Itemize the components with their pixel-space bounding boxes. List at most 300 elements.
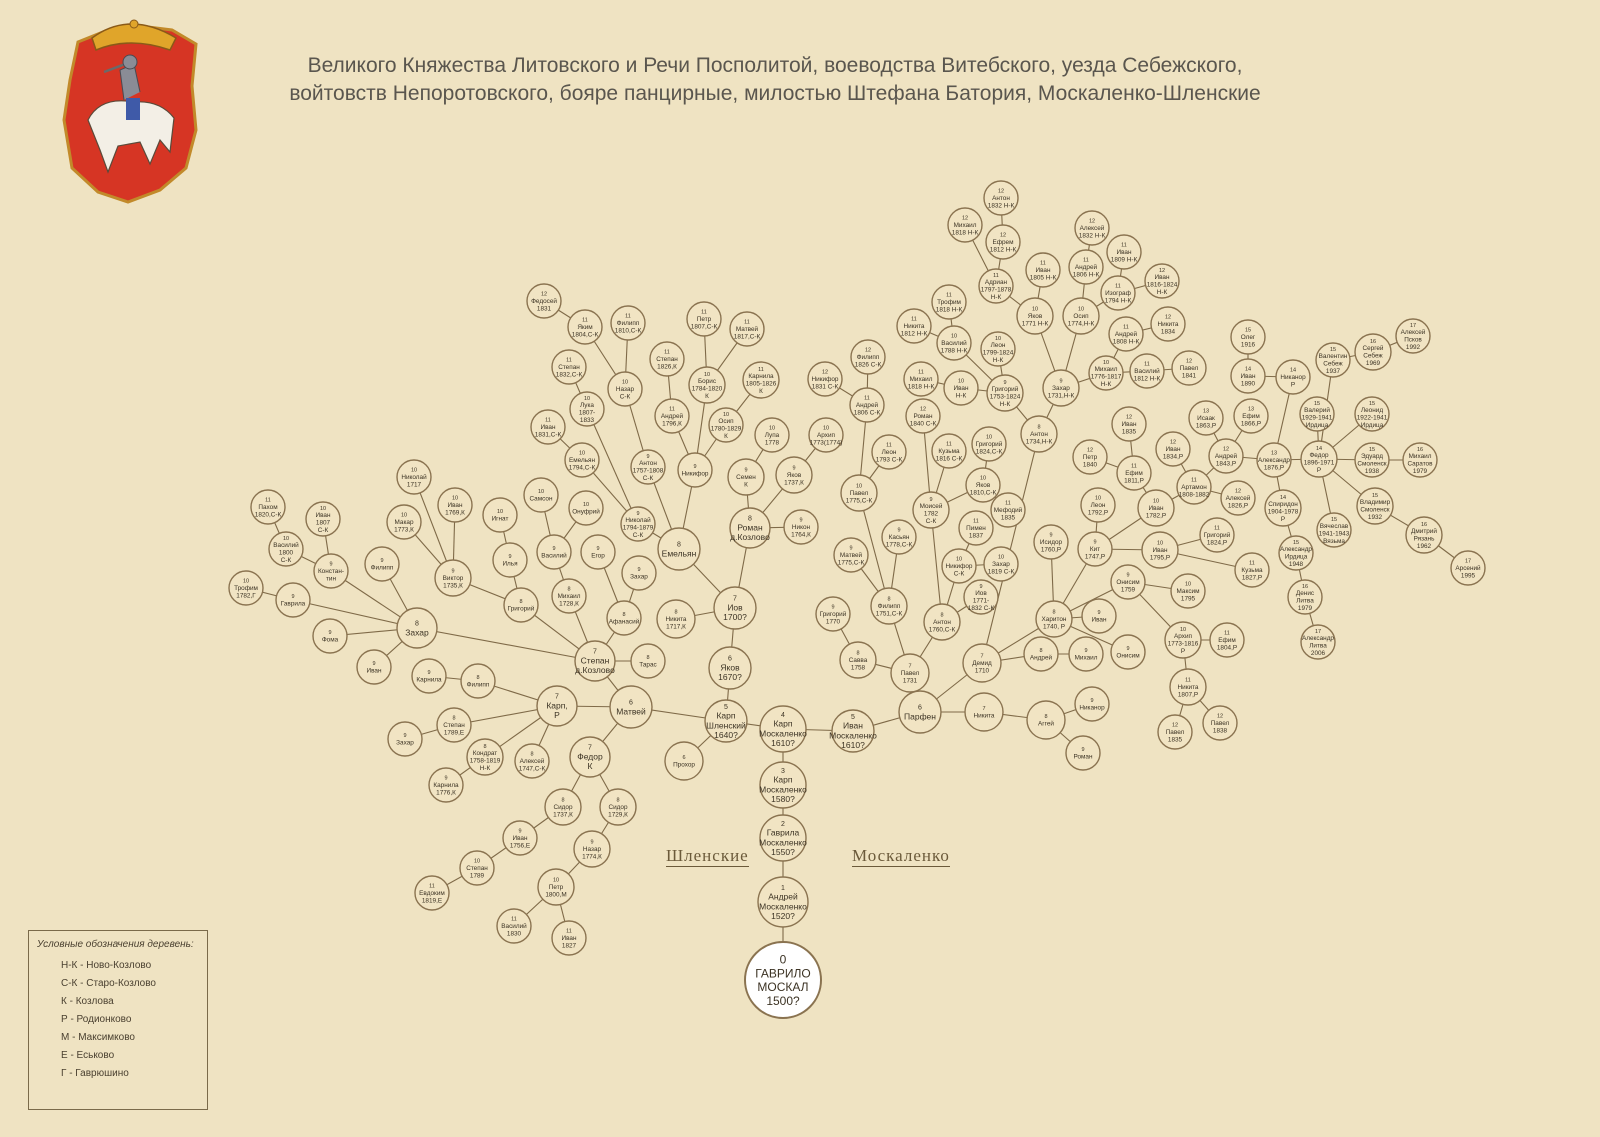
person-label: 1717 [406, 481, 422, 489]
person-label: 1778 [764, 439, 780, 447]
person-node [412, 659, 446, 693]
generation-number: 8 [452, 715, 456, 722]
person-node [1069, 250, 1103, 284]
title-line-2: войтовств Непоротовского, бояре панцирные, милостью Штефана Батория, Москаленко-Шленские [289, 82, 1261, 105]
generation-number: 10 [582, 502, 590, 509]
person-label: Василий [541, 552, 567, 560]
person-label: Филипп [616, 319, 640, 327]
person-label: Николай [625, 517, 651, 525]
person-label: 1773(1774) [809, 439, 843, 447]
generation-number: 4 [781, 711, 785, 719]
person-label: Кит [1089, 545, 1101, 553]
person-label: Егор [591, 552, 605, 560]
person-node [689, 367, 725, 403]
person-label: Михаил [1074, 654, 1098, 662]
person-label: Андрей [1214, 452, 1238, 460]
person-label: 1818 Н-К [951, 229, 979, 237]
generation-number: 11 [918, 369, 924, 376]
person-node [435, 560, 471, 596]
generation-number: 17 [1464, 558, 1472, 565]
person-label: Ефим [1242, 412, 1260, 420]
villages-legend [28, 930, 208, 1110]
generation-number: 10 [537, 489, 545, 496]
person-label: Смоленск [1360, 506, 1390, 514]
person-node [552, 350, 586, 384]
person-label: Иван [1091, 616, 1107, 624]
person-label: К [724, 432, 728, 440]
person-node [1257, 443, 1291, 477]
person-label: Никита [973, 712, 995, 720]
person-node [631, 644, 665, 678]
person-label: 1794-1879 [622, 524, 654, 532]
person-label: Иван [512, 834, 528, 842]
person-label: Захар [992, 560, 1010, 568]
generation-number: 7 [733, 595, 737, 603]
person-node [851, 340, 885, 374]
person-label: 1832 С-К [967, 604, 995, 612]
person-label: 1904-1978 [1267, 508, 1299, 516]
generation-number: 7 [555, 693, 559, 701]
person-label: 1731 [902, 677, 918, 685]
person-label: Карнила [416, 676, 442, 684]
generation-number: 12 [864, 347, 872, 354]
person-node [687, 302, 721, 336]
person-node [565, 443, 599, 477]
person-node [1209, 439, 1243, 473]
person-label: 1969 [1365, 359, 1381, 367]
person-label: 1751,С-К [875, 610, 903, 618]
person-label: 1793 С-К [875, 456, 903, 464]
generation-number: 17 [1409, 322, 1417, 329]
person-label: 1771 Н-К [1021, 320, 1049, 328]
person-node [840, 642, 876, 678]
person-node [1021, 416, 1057, 452]
person-label: Иов [975, 590, 987, 598]
person-label: 1757-1808 [632, 467, 664, 475]
person-node [709, 408, 743, 442]
generation-number: 10 [242, 578, 250, 585]
person-label: Н-К [1100, 380, 1112, 388]
person-label: Р [1290, 381, 1296, 389]
generation-number: 9 [792, 465, 796, 472]
person-node [1145, 264, 1179, 298]
generation-number: 10 [1184, 581, 1192, 588]
person-label: Н-К [999, 400, 1011, 408]
person-label: 1840 С-К [909, 420, 937, 428]
generation-number: 11 [758, 366, 764, 373]
generation-number: 9 [291, 594, 295, 601]
person-label: Исидор [1039, 538, 1063, 546]
person-label: Изограф [1105, 289, 1131, 297]
person-node [1265, 490, 1301, 526]
person-node [937, 326, 971, 360]
person-label: ГАВРИЛО [755, 966, 811, 981]
person-label: 1818 Н-К [907, 383, 935, 391]
person-node [538, 869, 574, 905]
person-node [891, 654, 929, 692]
person-node [574, 831, 610, 867]
person-node [1142, 532, 1178, 568]
person-node [657, 600, 695, 638]
person-label: Аггей [1038, 720, 1054, 728]
person-label: Назар [615, 385, 635, 393]
generation-number: 10 [496, 509, 504, 516]
generation-number: 10 [578, 450, 586, 457]
legend-title: Условные обозначения деревень: [37, 939, 194, 950]
person-label: Яков [975, 481, 991, 489]
person-label: 1731,Н-К [1047, 392, 1075, 400]
person-label: Р [1180, 647, 1186, 655]
generation-number: 9 [1126, 572, 1130, 579]
generation-number: 12 [919, 406, 927, 413]
generation-number: 8 [1039, 648, 1043, 655]
person-label: Андрей [1114, 330, 1138, 338]
person-label: Павел [900, 669, 920, 677]
person-node [537, 686, 577, 726]
person-node [570, 392, 604, 426]
person-label: Денис [1295, 590, 1315, 598]
person-node [1063, 298, 1099, 334]
person-label: 1817,С-К [733, 333, 761, 341]
generation-number: 9 [372, 661, 376, 668]
person-label: Захар [405, 627, 429, 638]
person-node [1276, 360, 1310, 394]
person-label: Иван [1240, 372, 1256, 380]
generation-number: 9 [427, 670, 431, 677]
person-label: 1807 [315, 519, 331, 527]
person-label: Эдуард [1361, 453, 1383, 461]
person-label: Адриан [984, 279, 1008, 287]
person-label: Москаленко [829, 730, 877, 741]
person-label: Алексей [1225, 494, 1251, 502]
person-label: 1792,Р [1087, 509, 1109, 517]
person-label: Смоленск [1357, 460, 1387, 468]
generation-number: 9 [403, 733, 407, 740]
person-node [808, 362, 842, 396]
person-label: Сергей [1362, 345, 1384, 353]
person-label: 1806 Н-К [1072, 271, 1100, 279]
generation-number: 12 [1086, 447, 1094, 454]
person-node [1200, 518, 1234, 552]
person-node [313, 619, 347, 653]
person-label: Антон [639, 460, 657, 468]
person-node [678, 453, 712, 487]
person-node [504, 588, 538, 622]
person-label: 1837 [968, 532, 984, 540]
person-label: К [587, 761, 593, 772]
generation-number: 15 [1329, 346, 1337, 353]
generation-number: 10 [583, 395, 591, 402]
generation-number: 12 [821, 369, 829, 376]
generation-number: 10 [1094, 495, 1102, 502]
person-node [1171, 574, 1205, 608]
person-label: Дмитрий [1411, 528, 1437, 536]
person-label: 1776,К [436, 789, 456, 797]
generation-number: 9 [328, 630, 332, 637]
person-label: Москаленко [759, 901, 807, 912]
person-label: Василий [501, 922, 527, 930]
person-label: Трофим [937, 298, 961, 306]
person-node [1027, 701, 1065, 739]
person-label: Р [1280, 515, 1286, 523]
person-label: Роман [737, 522, 763, 533]
generation-number: 12 [1185, 358, 1193, 365]
person-label: 1789 [469, 872, 485, 880]
generation-number: 8 [748, 515, 752, 523]
generation-number: 11 [1123, 324, 1129, 331]
person-label: 1831 С-К [811, 383, 839, 391]
person-label: 1816 С-К [935, 455, 963, 463]
generation-number: 9 [380, 558, 384, 565]
person-label: 1876,Р [1263, 464, 1285, 472]
person-node [834, 538, 868, 572]
generation-number: 10 [1102, 359, 1110, 366]
person-node [387, 505, 421, 539]
person-label: 1979 [1297, 604, 1313, 612]
person-node [906, 399, 940, 433]
person-node [913, 492, 949, 528]
person-label: Филипп [856, 353, 880, 361]
person-node [461, 664, 495, 698]
person-node [899, 691, 941, 733]
generation-number: 10 [985, 434, 993, 441]
generation-number: 11 [664, 349, 670, 356]
person-label: Петр [696, 315, 712, 323]
person-node [964, 580, 998, 614]
person-node [357, 650, 391, 684]
person-node [1451, 551, 1485, 585]
person-label: Гаврила [766, 827, 800, 838]
person-label: Вязьма [1323, 537, 1345, 545]
person-label: 1916 [1240, 341, 1256, 349]
person-label: Филипп [466, 681, 490, 689]
person-label: Павел [1179, 364, 1199, 372]
person-label: Николай [401, 473, 427, 481]
person-label: 1808-1882 [1178, 491, 1210, 499]
person-node [1301, 441, 1337, 477]
person-node [1317, 513, 1351, 547]
person-node [460, 851, 494, 885]
person-label: 1784-1820 [691, 385, 723, 393]
person-label: Роман [913, 412, 933, 420]
tree-edge [417, 628, 595, 661]
person-label: 1737,К [784, 479, 804, 487]
person-label: Никанор [1280, 373, 1306, 381]
generation-number: 11 [511, 916, 517, 923]
person-node [581, 535, 615, 569]
person-node [1279, 536, 1313, 570]
generation-number: 9 [552, 546, 556, 553]
generation-number: 13 [1247, 406, 1255, 413]
generation-number: 12 [1171, 722, 1179, 729]
generation-number: 7 [593, 648, 597, 656]
person-label: Осип [1073, 312, 1089, 320]
person-label: Карнила [433, 781, 459, 789]
generation-number: 8 [530, 751, 534, 758]
person-node [365, 547, 399, 581]
person-label: Иван [1121, 420, 1137, 428]
person-label: Никита [665, 615, 687, 623]
person-label: Евдоким [419, 889, 445, 897]
person-node [1069, 637, 1103, 671]
person-label: Яков [720, 662, 740, 673]
generation-number: 11 [1083, 257, 1089, 264]
person-label: 1937 [1325, 367, 1341, 375]
generation-number: 12 [1125, 414, 1133, 421]
person-label: 1758 [850, 664, 866, 672]
person-label: Федор [1309, 452, 1329, 460]
person-label: 1834,Р [1162, 453, 1184, 461]
person-node [728, 459, 764, 495]
generation-number: 7 [588, 744, 592, 752]
person-label: Степан [558, 363, 580, 371]
person-label: Игнат [491, 515, 509, 523]
person-label: Иван [1152, 546, 1168, 554]
person-label: Сидор [608, 803, 628, 811]
person-node [608, 372, 642, 406]
person-label: Матвей [616, 706, 646, 717]
person-label: 1819 С-К [987, 568, 1015, 576]
person-label: Михаил [1408, 453, 1432, 461]
legend-item: Е - Еськово [61, 1050, 115, 1061]
person-label: 1800 [278, 549, 294, 557]
person-node [850, 388, 884, 422]
person-label: 1812 Н-К [900, 330, 928, 338]
person-node [932, 434, 966, 468]
person-node [1078, 532, 1112, 566]
generation-number: 0 [779, 952, 787, 967]
person-node [1101, 276, 1135, 310]
generation-number: 1 [781, 884, 785, 892]
person-label: Иван [1035, 266, 1051, 274]
person-label: 1838 [1212, 727, 1228, 735]
branch-label-shlenskie: Шленские [666, 846, 749, 865]
generation-number: 10 [955, 556, 963, 563]
person-label: Андрей [1074, 263, 1098, 271]
person-label: Петр [1082, 453, 1098, 461]
branch-label-moskalenko: Москаленко [852, 846, 950, 865]
generation-number: 8 [674, 609, 678, 616]
person-node [1024, 637, 1058, 671]
person-label: Алексей [1079, 224, 1105, 232]
person-label: Михаил [909, 375, 933, 383]
generation-number: 11 [864, 395, 870, 402]
person-node [631, 450, 665, 484]
person-label: 1610? [771, 738, 795, 749]
person-node [537, 535, 571, 569]
generation-number: 12 [961, 215, 969, 222]
person-node [1081, 488, 1115, 522]
person-label: 1776-1817 [1090, 373, 1122, 381]
person-label: Р [554, 710, 560, 721]
person-label: Василий [273, 542, 299, 550]
person-node [1231, 359, 1265, 393]
generation-number: 16 [1420, 521, 1428, 528]
person-label: Антон [933, 618, 951, 626]
person-label: 1835 [1121, 428, 1137, 436]
person-label: 1804,Р [1216, 644, 1238, 652]
person-label: Архип [817, 431, 835, 439]
generation-number: 11 [1249, 560, 1255, 567]
person-node [829, 710, 877, 752]
person-node [621, 507, 655, 541]
generation-number: 11 [911, 316, 917, 323]
person-label: Карнила [748, 373, 774, 381]
generation-number: 10 [1156, 540, 1164, 547]
person-label: Григорий [1203, 531, 1231, 539]
person-node [966, 468, 1000, 502]
person-label: С-К [317, 526, 329, 534]
person-node [1138, 490, 1174, 526]
person-label: С-К [953, 570, 965, 578]
generation-number: 17 [1314, 628, 1322, 635]
person-label: 1835 [1167, 736, 1183, 744]
person-node [1355, 397, 1389, 431]
person-label: Матвей [839, 551, 863, 559]
person-node [1210, 623, 1244, 657]
person-label: 1812 Н-К [989, 246, 1017, 254]
person-label: МОСКАЛ [757, 980, 809, 995]
person-node [397, 608, 437, 648]
person-label: 1938 [1364, 467, 1380, 475]
person-label: д.Козлово [730, 532, 770, 543]
generation-number: 8 [561, 797, 565, 804]
person-label: Себеж [1363, 352, 1383, 360]
person-label: Федосей [531, 297, 557, 305]
person-label: Никанор [1079, 704, 1105, 712]
generation-number: 14 [1315, 445, 1323, 452]
person-node [987, 375, 1023, 411]
person-label: Гаврила [280, 600, 306, 608]
person-label: Олег [1240, 333, 1256, 341]
person-label: Павел [849, 489, 869, 497]
person-label: Владимир [1359, 499, 1391, 507]
person-node [1112, 407, 1146, 441]
person-node [730, 312, 764, 346]
person-label: С-К [642, 474, 654, 482]
person-label: 1737,К [553, 811, 573, 819]
person-node [276, 583, 310, 617]
person-label: Мефодий [993, 506, 1023, 514]
generation-number: 5 [851, 713, 855, 721]
person-label: Прохор [673, 761, 695, 769]
person-label: Григорий [991, 386, 1019, 394]
person-label: 1807- [578, 409, 596, 417]
person-label: Валентин [1318, 353, 1348, 361]
generation-number: 11 [744, 319, 750, 326]
generation-number: 11 [946, 292, 952, 299]
generation-number: 10 [979, 475, 987, 482]
person-label: Иван [540, 423, 556, 431]
generation-number: 14 [1244, 366, 1252, 373]
person-node [1151, 307, 1185, 341]
person-node [575, 641, 615, 681]
person-label: С-К [619, 393, 631, 401]
person-label: Фома [321, 636, 339, 644]
person-node [251, 490, 285, 524]
person-node [755, 418, 789, 452]
person-label: 1550? [771, 847, 795, 858]
person-label: 1833 [579, 416, 595, 424]
person-label: 1753-1824 [989, 393, 1021, 401]
person-node [1301, 625, 1335, 659]
generation-number: 15 [1371, 492, 1379, 499]
person-label: Иван [366, 667, 382, 675]
person-label: 1922-1941 [1356, 414, 1388, 422]
person-label: Москаленко [759, 784, 807, 795]
person-label: 1747,С-К [518, 765, 546, 773]
person-node [1158, 715, 1192, 749]
